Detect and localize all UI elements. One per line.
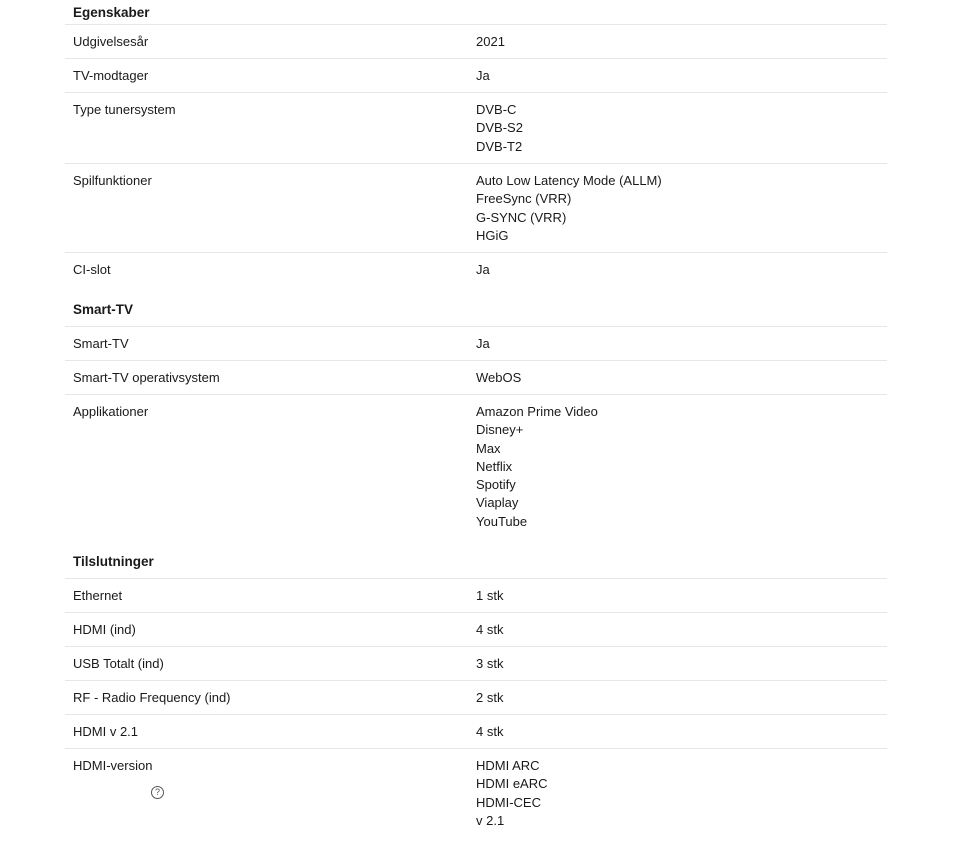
spec-value: WebOS xyxy=(476,370,522,385)
spec-row-applications xyxy=(65,395,887,545)
spec-value: Amazon Prime Video Disney+ Max Netflix Spotify Viaplay YouTube xyxy=(476,404,598,529)
spec-label: TV-modtager xyxy=(73,68,149,83)
section-title-connections xyxy=(65,545,887,579)
spec-value: 4 stk xyxy=(476,724,504,739)
spec-row-tuner-type xyxy=(65,93,887,164)
spec-label: Smart-TV operativsystem xyxy=(73,370,220,385)
spec-label: Applikationer xyxy=(73,404,149,419)
spec-value: Ja xyxy=(476,336,490,351)
spec-label: Spilfunktioner xyxy=(73,173,152,188)
spec-row-ethernet xyxy=(65,579,887,613)
section-title-text: Tilslutninger xyxy=(73,554,154,569)
spec-row-tv-tuner xyxy=(65,59,887,93)
spec-value: DVB-C DVB-S2 DVB-T2 xyxy=(476,102,523,154)
spec-row-smart-tv xyxy=(65,327,887,361)
section-title-text: Egenskaber xyxy=(73,4,150,20)
spec-label: HDMI-version xyxy=(73,758,153,773)
spec-row-hdmi-version xyxy=(65,749,887,845)
spec-value: HDMI ARC HDMI eARC HDMI-CEC v 2.1 xyxy=(476,758,548,828)
spec-row-smart-tv-os xyxy=(65,361,887,395)
spec-label: USB Totalt (ind) xyxy=(73,656,164,671)
spec-value: Auto Low Latency Mode (ALLM) FreeSync (VRR) G-SYNC (VRR) HGiG xyxy=(476,173,662,243)
spec-value: 1 stk xyxy=(476,588,504,603)
spec-value: 2 stk xyxy=(476,690,504,705)
question-circle-icon[interactable]: ? xyxy=(151,786,164,799)
spec-row-rf-in xyxy=(65,681,887,715)
spec-value: 2021 xyxy=(476,34,505,49)
spec-value: Ja xyxy=(476,68,490,83)
spec-row-usb-total xyxy=(65,647,887,681)
spec-row-ci-slot xyxy=(65,253,887,293)
section-title-egenskaber xyxy=(65,0,887,25)
section-title-text: Smart-TV xyxy=(73,302,134,317)
spec-value: 4 stk xyxy=(476,622,504,637)
spec-label: RF - Radio Frequency (ind) xyxy=(73,690,231,705)
spec-table xyxy=(65,0,887,845)
spec-label: HDMI (ind) xyxy=(73,622,136,637)
spec-row-release-year xyxy=(65,25,887,59)
spec-label: Smart-TV xyxy=(73,336,129,351)
spec-label: Ethernet xyxy=(73,588,123,603)
spec-row-hdmi-in xyxy=(65,613,887,647)
spec-label: Udgivelsesår xyxy=(73,34,149,49)
spec-row-hdmi-21 xyxy=(65,715,887,749)
spec-value: 3 stk xyxy=(476,656,504,671)
spec-value: Ja xyxy=(476,262,490,277)
spec-label: CI-slot xyxy=(73,262,111,277)
spec-label: Type tunersystem xyxy=(73,102,176,117)
section-title-smart-tv xyxy=(65,293,887,327)
spec-label: HDMI v 2.1 xyxy=(73,724,139,739)
spec-row-game-features xyxy=(65,164,887,253)
